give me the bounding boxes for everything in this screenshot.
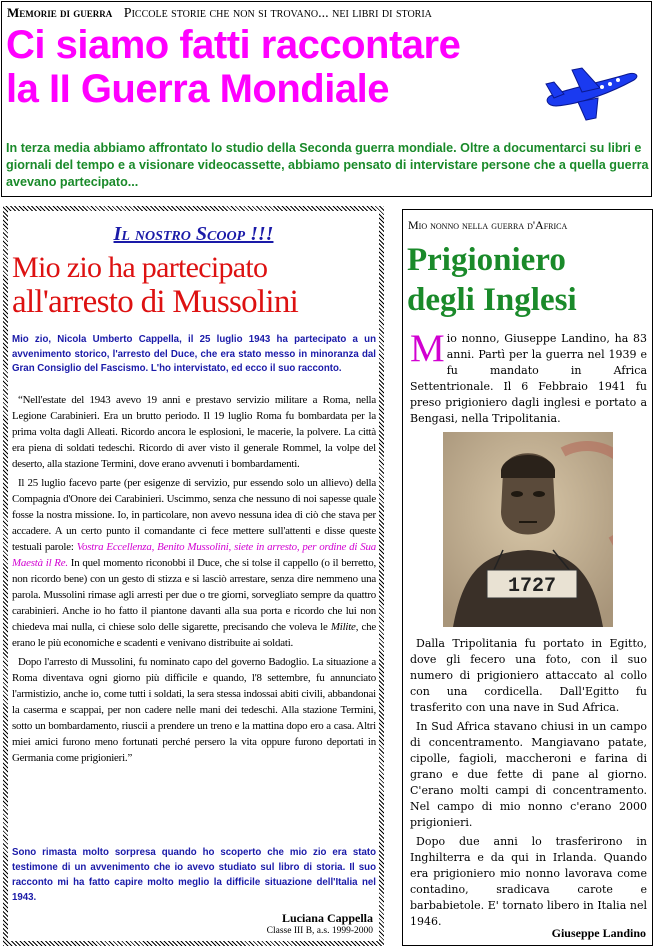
scoop-closing: Sono rimasta molto sorpresa quando ho scoperto che mio zio era stato testimone di un avvenimento che io avevo studiato sul libro di storia. Il suo racconto mi ha fatto capire molto meglio la difficile situazione dell'Italia nel 1943. xyxy=(12,847,376,903)
scoop-paragraph-2 xyxy=(12,475,376,651)
prisoner-p1-text: io nonno, Giuseppe Landino, ha 83 anni. Partì per la guerra nel 1939 e fu mandato in Africa Settentrionale. Il 6 Febbraio 1941 fu preso prigioniero dagli inglesi e portato a Bengasi, nella Tripolitania. xyxy=(410,332,647,425)
prisoner-paragraph-1 xyxy=(410,327,647,427)
prisoner-paragraph-4: Dopo due anni lo trasferirono in Inghilterra e da qui in Irlanda. Quando era prigioniero mio nonno lavorava come contadino, sradicava carote e barbabietole. E' tornato libero in Italia nel 1946. xyxy=(410,835,647,928)
prisoner-headline-line1: Prigioniero xyxy=(407,242,566,278)
scoop-p2-text: Il 25 luglio facevo parte (per esigenze di servizio, pur essendo solo un allievo) della Compagnia d'Onore dei Carabinieri. Uscimmo, senza che nessuno di noi sapesse quale fosse la nostra missione. Io, in particolare, non avevo nessuna idea di ciò che stava per accadere. A un certo punto il comandante ci fece mettere sull'attenti e disse queste testuali parole: xyxy=(12,477,376,553)
milite-term: Milite xyxy=(330,621,356,633)
prisoner-number: 1727 xyxy=(507,575,557,598)
prisoner-photo xyxy=(443,432,613,627)
page-header xyxy=(1,1,652,197)
prisoner-headline xyxy=(407,240,577,320)
scoop-signature xyxy=(267,911,373,936)
airplane-icon xyxy=(542,62,642,122)
scoop-p2-text-c: , che erano le più economiche e scadenti e venivano distribuite ai soldati. xyxy=(12,621,376,649)
prisoner-kicker: Mio nonno nella guerra d'Africa xyxy=(408,218,568,232)
scoop-body xyxy=(12,392,376,769)
page-title xyxy=(6,23,460,111)
prisoner-body xyxy=(410,636,647,933)
drop-cap: M xyxy=(410,327,445,370)
arrest-quote: Vostra Eccellenza, Benito Mussolini, siete in arresto, per ordine di Sua Maestà il Re. xyxy=(12,541,376,569)
prisoner-paragraph-3: In Sud Africa stavano chiusi in un campo di concentramento. Mangiavano patate, cipolle, fagioli, maccheroni e farina di grano e due fette di pane al giorno. C'erano molti campi di concentramento. Nel campo di mio nonno c'erano 2000 prigionieri. xyxy=(410,720,647,829)
prisoner-paragraph-2: Dalla Tripolitania fu portato in Egitto, dove gli fecero una foto, con il suo numero di prigioniero attaccato al collo con una cordicella. Dall'Egitto fu trasferito con una nave in Sud Africa. xyxy=(410,637,647,714)
scoop-kicker: Il nostro Scoop !!! xyxy=(113,223,274,245)
section-label: Memorie di guerra xyxy=(7,5,113,20)
page-title-line1: Ci siamo fatti raccontare xyxy=(6,23,461,67)
scoop-author-class: Classe III B, a.s. 1999-2000 xyxy=(266,926,373,936)
prisoner-article xyxy=(402,209,653,946)
prisoner-headline-line2: degli Inglesi xyxy=(407,282,577,318)
page-title-line2: la II Guerra Mondiale xyxy=(6,67,389,111)
prisoner-author: Giuseppe Landino xyxy=(551,926,646,940)
scoop-article xyxy=(3,206,384,946)
scoop-author: Luciana Cappella xyxy=(281,911,373,925)
scoop-lead: Mio zio, Nicola Umberto Cappella, il 25 luglio 1943 ha partecipato a un avvenimento storico, l'arresto del Duce, che era stato messo in minoranza dal Gran Consiglio del Fascismo. L'ho intervistato, ed ecco il suo racconto. xyxy=(12,334,376,374)
scoop-headline-line1: Mio zio ha partecipato xyxy=(12,251,268,284)
scoop-paragraph-1: “Nell'estate del 1943 avevo 19 anni e prestavo servizio militare a Roma, nella Legione Carabinieri. Era un brutto periodo. Il 19 luglio Roma fu bombardata per la prima volta dagli Alleati. Ricordo ancora le esplosioni, le macerie, la polvere. La città era piena di soldati tedeschi. Ricordo di aver visto il generale Rommel, la volpe del deserto, alla stazione Termini, dove erano avvenuti i bombardamenti. xyxy=(12,394,376,470)
intro-text: In terza media abbiamo affrontato lo studio della Seconda guerra mondiale. Oltre a documentarci su libri e giornali del tempo e a visionare videocassette, abbiamo pensato di intervistare persone che a quella guerra avevano partecipato... xyxy=(6,141,649,189)
scoop-headline-line2: all'arresto di Mussolini xyxy=(12,284,299,320)
scoop-p2-text-b: In quel momento riconobbi il Duce, che si tolse il cappello (o il berretto, non ricordo bene) con un gesto di stizza e si lasciò arrestare, senza dire nemmeno una parola. Mussolini rimase agli arresti per due o tre giorni, sorvegliato sempre da quattro carabinieri. Anche io ho fatto il piantone davanti alla sua porta e ricordo che lui non chiedeva mai nulla, ci chiese solo delle sigarette, precisando che voleva le xyxy=(12,557,376,633)
section-kicker xyxy=(7,5,432,22)
section-subtitle: Piccole storie che non si trovano... nei libri di storia xyxy=(123,6,432,21)
scoop-headline xyxy=(12,251,298,320)
scoop-paragraph-3: Dopo l'arresto di Mussolini, fu nominato capo del governo Badoglio. La situazione a Roma diventava ogni giorno più difficile e quando, l'8 settembre, fu annunciato l'armistizio, anche io, come tutti i soldati, la sera stessa indossai abiti civili, abbandonai la caserma e scappai, per non cadere nelle mani dei tedeschi. Alla stazione Termini, sotto un bombardamento, riuscii a prendere un treno e la mattina dopo ero a casa. Altri miei amici furono meno fortunati perché persero la vita oppure furono deportati in Germania come prigionieri.” xyxy=(12,656,376,764)
